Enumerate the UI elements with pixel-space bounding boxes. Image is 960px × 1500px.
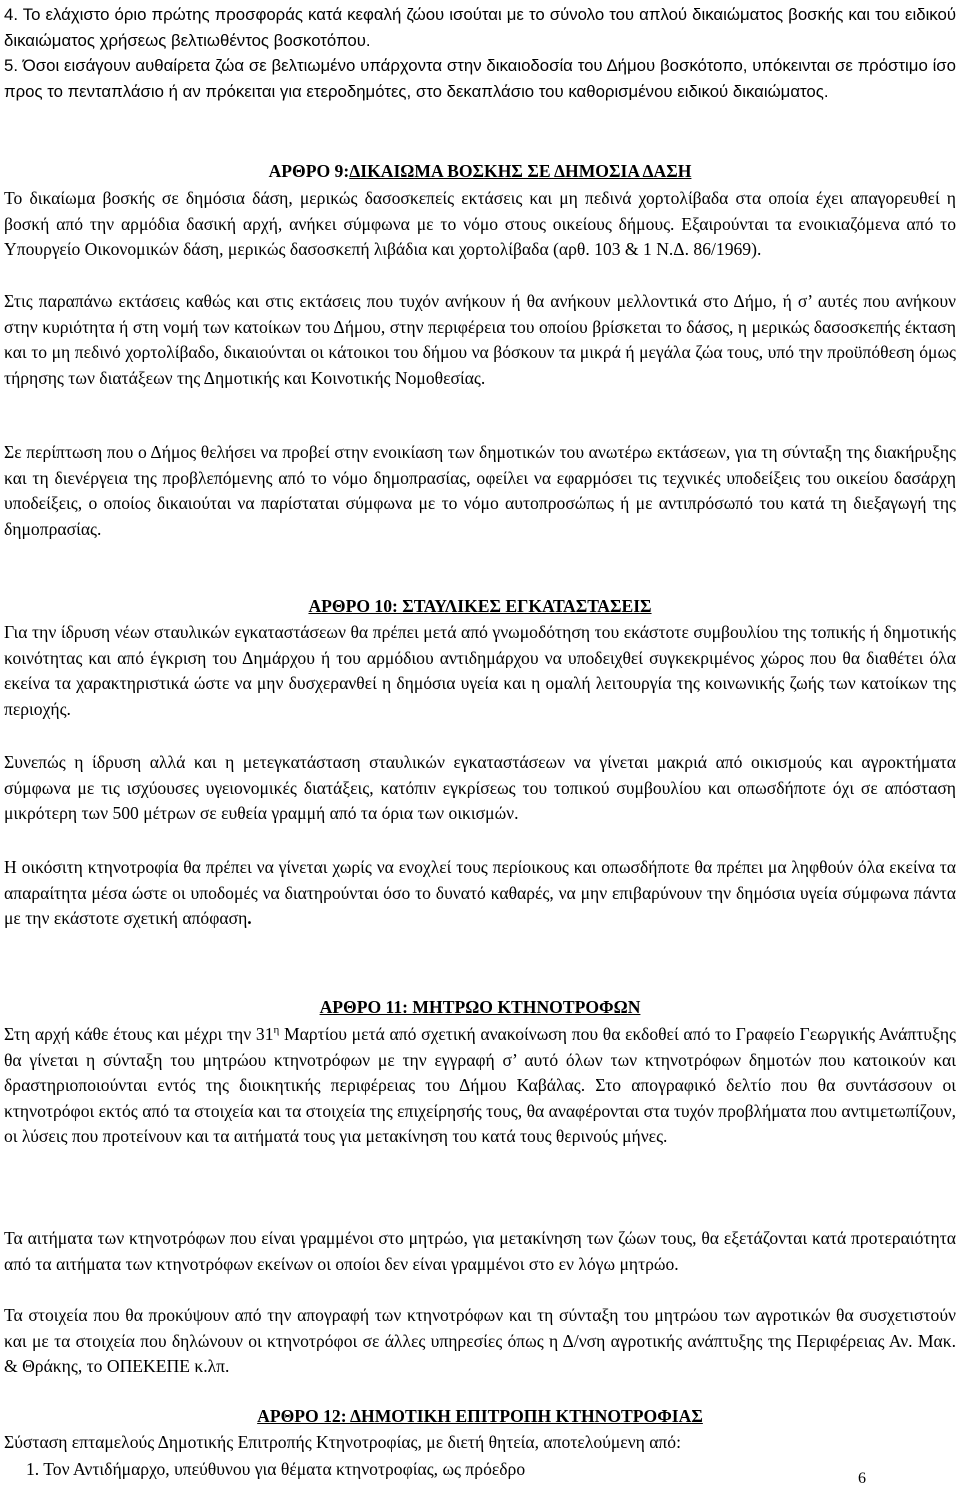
article-11-heading: ΑΡΘΡΟ 11: ΜΗΤΡΩΟ ΚΤΗΝΟΤΡΟΦΩΝ bbox=[319, 997, 641, 1017]
article-10-paragraph-3-end: . bbox=[247, 908, 252, 928]
article-10-paragraph-3 bbox=[4, 855, 956, 932]
article-11-paragraph-1-rest: Μαρτίου μετά από σχετική ανακοίνωση που θα εκδοθεί από το Γραφείο Γεωργικής Ανάπτυξης θα γίνεται η σύνταξη του μητρώου κτηνοτρόφων με την εγγραφή σ’ αυτό όλων των κτηνοτρόφων δημοτών που κατοικούν και δραστηριοποιούνται εντός της διοικητικής περιφέρειας του Δήμου Καβάλας. Στο απογραφικό δελτίο που θα συντάσσουν οι κτηνοτρόφοι εκτός από τα στοιχεία και τα στοιχεία της επιχείρησής τους, θα αναφέρονται στα τυχόν προβλήματα που αντιμετωπίζουν, οι λύσεις που προτείνουν και τα αιτήματά τους για μετακίνηση του κατά τους θερινούς μήνες. bbox=[4, 1024, 956, 1146]
article-11-paragraph-3: Τα στοιχεία που θα προκύψουν από την απογραφή των κτηνοτρόφων και τη σύνταξη του μητρώου των αγροτικών θα συσχετιστούν και με τα στοιχεία που δηλώνουν οι κτηνοτρόφοι σε άλλες υπηρεσίες όπως η Δ/νση αγροτικής ανάπτυξης της Περιφέρειας Αν. Μακ. & Θράκης, το ΟΠΕΚΕΠΕ κ.λπ. bbox=[4, 1305, 956, 1376]
article-10-paragraph-3-text: Η οικόσιτη κτηνοτροφία θα πρέπει να γίνεται χωρίς να ενοχλεί τους περίοικους και οπωσδήποτε θα πρέπει μα ληφθούν όλα εκείνα τα απαραίτητα μέσα ώστε οι υποδομές να διατηρούνται όσο το δυνατό καθαρές, να μην επιβαρύνουν την δημόσια υγεία σύμφωνα πάντα με την εκάστοτε σχετική απόφαση bbox=[4, 857, 956, 928]
article-10-paragraph-2: Συνεπώς η ίδρυση αλλά και η μετεγκατάσταση σταυλικών εγκαταστάσεων να γίνεται μακριά από οικισμούς και αγροκτήματα σύμφωνα με τις ισχύουσες υγειονομικές διατάξεις, κατόπιν εγκρίσεως του τοπικού συμβουλίου και οπωσδήποτε όχι σε απόσταση μικρότερη των 500 μέτρων σε ευθεία γραμμή από τα όρια των οικισμών. bbox=[4, 752, 956, 823]
article-9-heading bbox=[0, 159, 960, 184]
article-11-paragraph-1 bbox=[4, 1022, 956, 1150]
article-12-heading: ΑΡΘΡΟ 12: ΔΗΜΟΤΙΚΗ ΕΠΙΤΡΟΠΗ ΚΤΗΝΟΤΡΟΦΙΑΣ bbox=[257, 1406, 703, 1426]
article-12-intro: Σύσταση επταμελούς Δημοτικής Επιτροπής Κτηνοτροφίας, με διετή θητεία, αποτελούμενη από: bbox=[4, 1432, 681, 1452]
article-9-title: ΔΙΚΑΙΩΜΑ ΒΟΣΚΗΣ ΣΕ ΔΗΜΟΣΙΑ ΔΑΣΗ bbox=[349, 161, 692, 181]
paragraph-item-4: 4. Το ελάχιστο όριο πρώτης προσφοράς κατά κεφαλή ζώου ισούται με το σύνολο του απλού δικαιώματος βοσκής και του ειδικού δικαιώματος χρήσεως βελτιωθέντος βοσκοτόπου. bbox=[4, 5, 956, 50]
paragraph-item-5: 5. Όσοι εισάγουν αυθαίρετα ζώα σε βελτιωμένο υπάρχοντα στην δικαιοδοσία του Δήμου βοσκότοπο, υπόκεινται σε πρόστιμο ίσο προς το πενταπλάσιο ή αν πρόκειται για ετεροδημότες, στο δεκαπλάσιο του καθορισμένου ειδικού δικαιώματος. bbox=[4, 56, 956, 101]
article-9-number: ΑΡΘΡΟ 9: bbox=[268, 161, 350, 181]
article-10-heading: ΑΡΘΡΟ 10: ΣΤΑΥΛΙΚΕΣ ΕΓΚΑΤΑΣΤΑΣΕΙΣ bbox=[308, 596, 652, 616]
article-9-paragraph-1: Το δικαίωμα βοσκής σε δημόσια δάση, μερικώς δασοσκεπείς εκτάσεις και μη πεδινά χορτολίβαδα στα οποία έχει απαγορευθεί η βοσκή από την αρμόδια δασική αρχή, ανήκει σύμφωνα με το νόμο στους οικείους δήμους. Εξαιρούνται τα ενοικιαζόμενα από το Υπουργείο Οικονομικών δάση, μερικώς δασοσκεπή λιβάδια και χορτολίβαδα (αρθ. 103 & 1 Ν.Δ. 86/1969). bbox=[4, 188, 956, 259]
article-9-paragraph-3: Σε περίπτωση που ο Δήμος θελήσει να προβεί στην ενοικίαση των δημοτικών του ανωτέρω εκτάσεων, για τη σύνταξη της διακήρυξης και τη διενέργεια της προβλεπόμενης από το νόμο δημοπρασίας, οφείλει να εφαρμόσει τις τεχνικές υποδείξεις του οικείου δασάρχη υποδείξεις, ο οποίος δικαιούται να παρίσταται σύμφωνα με το νόμο αυτοπροσώπως ή με αντιπρόσωπό του κατά τη διεξαγωγή της δημοπρασίας. bbox=[4, 442, 956, 539]
article-11-paragraph-1-start: Στη αρχή κάθε έτους και μέχρι την 31 bbox=[4, 1024, 274, 1044]
ordinal-superscript: η bbox=[273, 1024, 280, 1037]
page-number: 6 bbox=[858, 1470, 866, 1487]
article-11-paragraph-2: Τα αιτήματα των κτηνοτρόφων που είναι γραμμένοι στο μητρώο, για μετακίνηση των ζώων τους, θα εξετάζονται κατά προτεραιότητα από τα αιτήματα των κτηνοτρόφων εκείνων οι οποίοι δεν είναι γραμμένοι στο εν λόγω μητρώο. bbox=[4, 1228, 956, 1274]
article-9-paragraph-2: Στις παραπάνω εκτάσεις καθώς και στις εκτάσεις που τυχόν ανήκουν ή θα ανήκουν μελλοντικά στο Δήμο, ή σ’ αυτές που ανήκουν στην κυριότητα ή στη νομή των κατοίκων του Δήμου, στην περιφέρεια του οποίου βρίσκεται το δάσος, η μερικώς δασοσκεπής έκταση και το μη πεδινό χορτολίβαδο, δικαιούνται οι κάτοικοι του δήμου να βόσκουν τα μικρά ή μεγάλα ζώα τους, υπό την προϋπόθεση όμως τήρησης των διατάξεων της Δημοτικής και Κοινοτικής Νομοθεσίας. bbox=[4, 291, 956, 388]
article-10-paragraph-1: Για την ίδρυση νέων σταυλικών εγκαταστάσεων θα πρέπει μετά από γνωμοδότηση του εκάστοτε συμβουλίου της τοπικής ή δημοτικής κοινότητας και από έγκριση του Δημάρχου ή του αρμόδιου αντιδημάρχου να υποδειχθεί συγκεκριμένος χώρος που θα διαθέτει όλα εκείνα τα χαρακτηριστικά ώστε να μην δυσχερανθεί η δημόσια υγεία και η ομαλή λειτουργία της κοινωνικής ζωής των κατοίκων της περιοχής. bbox=[4, 622, 956, 719]
article-12-list-item-1: 1. Τον Αντιδήμαρχο, υπεύθυνου για θέματα κτηνοτροφίας, ως πρόεδρο bbox=[26, 1459, 526, 1479]
